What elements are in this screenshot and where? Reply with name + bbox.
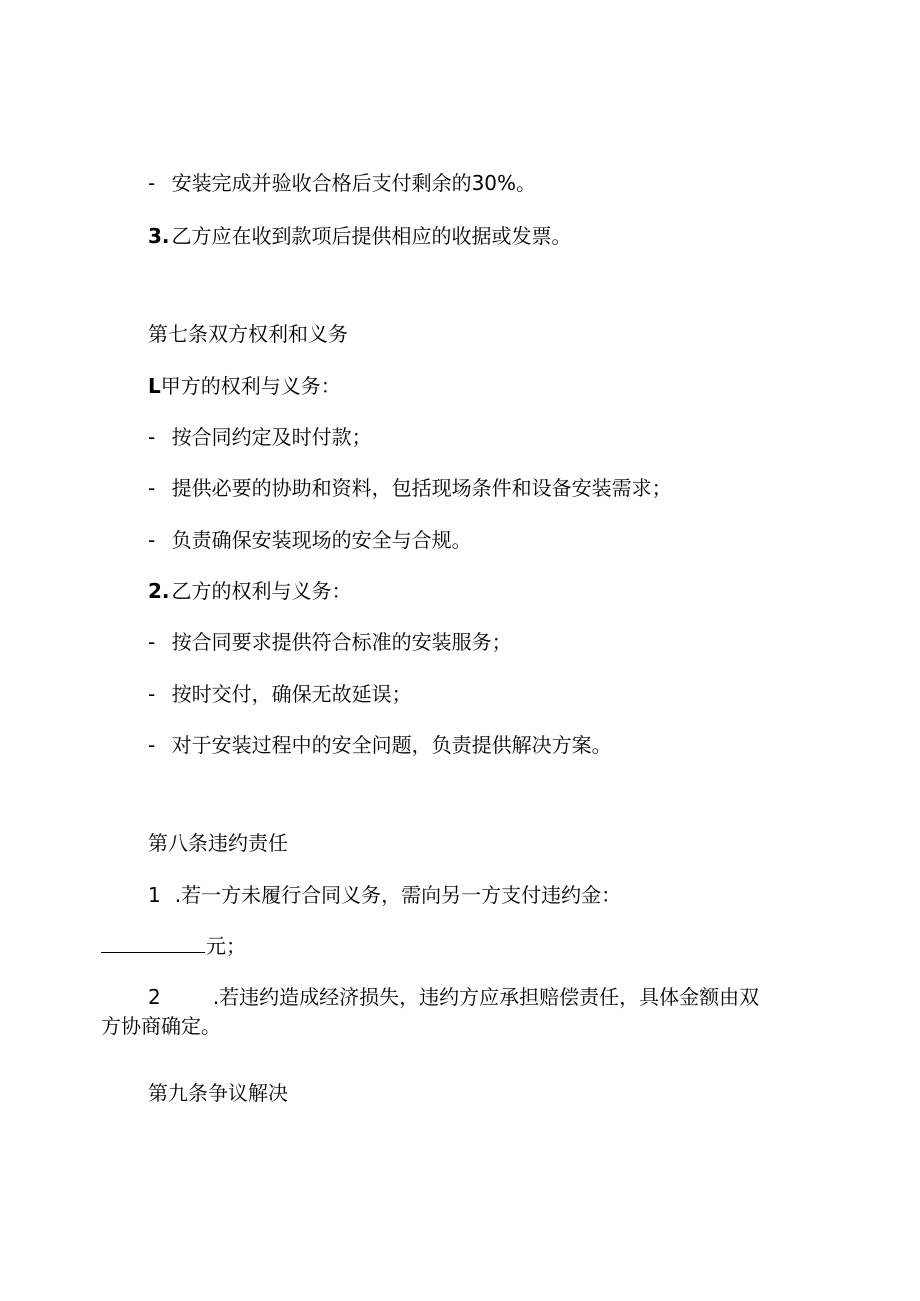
party-b-item-1 (148, 630, 512, 654)
list-dash: - (148, 171, 156, 195)
party-a-item-2 (148, 476, 672, 500)
clause-text: 甲方的权利与义务： (160, 374, 341, 398)
penalty-amount-blank (101, 952, 205, 953)
party-b-heading (148, 579, 352, 603)
clause-text: 乙方的权利与义务： (171, 579, 352, 603)
clause-text: .若一方未履行合同义务，需向另一方支付违约金： (174, 883, 622, 907)
article-9-heading: 第九条争议解决 (148, 1081, 288, 1105)
list-dash: - (148, 630, 156, 654)
breach-clause-1 (148, 883, 621, 907)
party-a-heading (148, 374, 341, 398)
party-a-item-3 (148, 528, 472, 552)
list-dash: - (148, 476, 156, 500)
party-b-item-3 (148, 733, 612, 757)
item-text: 按合同约定及时付款； (171, 425, 372, 449)
clause-number: L (148, 374, 161, 398)
clause-number: 1 (148, 883, 161, 907)
breach-clause-2 (148, 985, 759, 1009)
list-dash: - (148, 425, 156, 449)
item-text: 对于安装过程中的安全问题，负责提供解决方案。 (171, 733, 612, 757)
clause-number: 3. (148, 224, 170, 248)
item-text: 按合同要求提供符合标准的安装服务； (171, 630, 512, 654)
clause-number: 2 (148, 985, 161, 1009)
clause-text: 乙方应在收到款项后提供相应的收据或发票。 (171, 224, 572, 248)
article-7-heading: 第七条双方权利和义务 (148, 322, 348, 346)
article-8-heading: 第八条违约责任 (148, 831, 288, 855)
receipt-clause (148, 224, 572, 248)
item-text: 提供必要的协助和资料，包括现场条件和设备安装需求； (171, 476, 672, 500)
breach-clause-2-continued: 方协商确定。 (101, 1014, 221, 1038)
item-text: 按时交付，确保无故延误； (171, 682, 412, 706)
item-text: 负责确保安装现场的安全与合规。 (171, 528, 472, 552)
payment-remaining-item (148, 171, 536, 195)
list-dash: - (148, 528, 156, 552)
clause-text: .若违约造成经济损失，违约方应承担赔偿责任，具体金额由双 (212, 985, 760, 1009)
list-dash: - (148, 733, 156, 757)
party-b-item-2 (148, 682, 412, 706)
item-text: 安装完成并验收合格后支付剩余的30%。 (171, 171, 537, 195)
party-a-item-1 (148, 425, 372, 449)
penalty-currency: 元； (206, 934, 246, 958)
clause-number: 2. (148, 579, 170, 603)
list-dash: - (148, 682, 156, 706)
